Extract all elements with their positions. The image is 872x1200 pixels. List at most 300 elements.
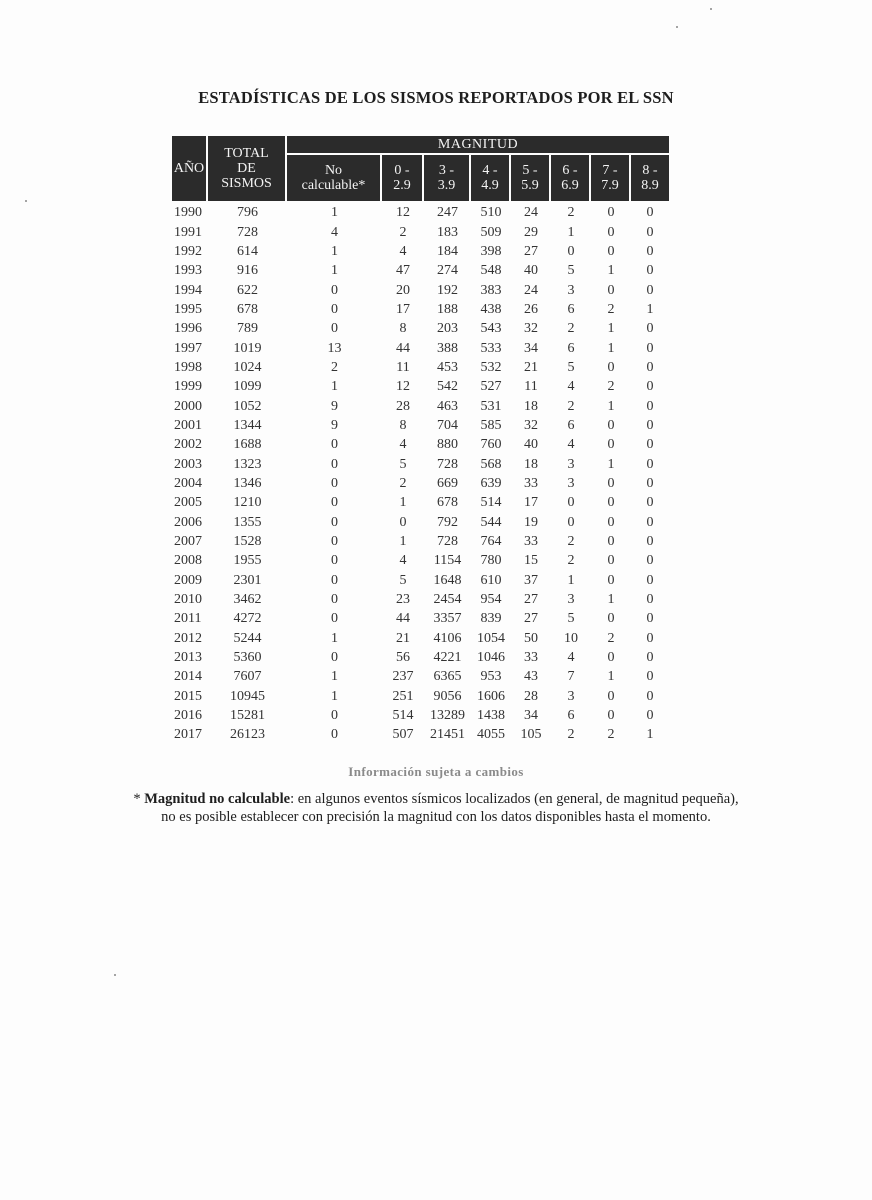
cell-mag-5-5-9: 18: [524, 398, 538, 414]
cell-total: 1346: [233, 475, 262, 491]
cell-mag-7-7-9: 1: [607, 398, 615, 414]
cell-total: 1528: [233, 534, 262, 550]
cell-mag-3-3-9: 13289: [430, 708, 465, 724]
cell-mag-3-3-9: 2454: [433, 592, 462, 608]
table-row: [172, 280, 669, 299]
cell-total: 5244: [233, 630, 262, 646]
cell-no-calculable: 0: [331, 514, 338, 530]
cell-mag-3-3-9: 184: [437, 243, 458, 259]
cell-mag-7-7-9: 0: [607, 534, 615, 550]
cell-total: 1355: [233, 514, 262, 530]
cell-mag-0-2-9: 12: [396, 205, 410, 221]
header-range-from: 3 -: [438, 163, 455, 178]
cell-mag-3-3-9: 704: [437, 417, 458, 433]
cell-year: 2004: [174, 475, 202, 491]
cell-mag-0-2-9: 237: [392, 669, 414, 685]
header-total-line: TOTAL: [224, 146, 269, 161]
cell-mag-5-5-9: 15: [524, 553, 538, 569]
cell-year: 2013: [174, 650, 202, 666]
cell-mag-4-4-9: 532: [480, 359, 502, 375]
cell-mag-5-5-9: 11: [524, 379, 538, 395]
cell-mag-7-7-9: 0: [607, 243, 615, 259]
cell-mag-6-6-9: 3: [567, 282, 575, 298]
earthquake-stats-table: [172, 136, 669, 745]
cell-mag-5-5-9: 50: [524, 630, 538, 646]
cell-mag-5-5-9: 33: [524, 534, 538, 550]
cell-mag-0-2-9: 5: [399, 572, 407, 588]
cell-total: 15281: [230, 708, 265, 724]
cell-mag-5-5-9: 26: [524, 301, 538, 317]
cell-mag-7-7-9: 0: [607, 514, 615, 530]
cell-year: 2003: [174, 456, 202, 472]
cell-mag-7-7-9: 1: [607, 263, 615, 279]
cell-mag-5-5-9: 18: [524, 456, 538, 472]
cell-mag-4-4-9: 383: [480, 282, 502, 298]
header-total-line: DE: [237, 161, 256, 176]
cell-mag-0-2-9: 514: [392, 708, 414, 724]
cell-mag-0-2-9: 44: [396, 611, 410, 627]
cell-mag-0-2-9: 56: [396, 650, 410, 666]
cell-mag-5-5-9: 24: [524, 205, 538, 221]
cell-mag-3-3-9: 203: [437, 321, 458, 337]
cell-mag-7-7-9: 0: [607, 572, 615, 588]
table-row: [172, 725, 669, 744]
cell-mag-4-4-9: 533: [480, 340, 502, 356]
table-row: [172, 242, 669, 261]
cell-mag-4-4-9: 531: [480, 398, 502, 414]
table-row: [172, 493, 669, 512]
cell-no-calculable: 1: [331, 205, 338, 221]
cell-mag-7-7-9: 0: [607, 224, 615, 240]
header-total-line: SISMOS: [221, 176, 272, 191]
table-row: [172, 571, 669, 590]
cell-mag-3-3-9: 728: [437, 456, 458, 472]
cell-mag-5-5-9: 29: [524, 224, 538, 240]
cell-mag-8-8-9: 0: [646, 224, 654, 240]
cell-mag-8-8-9: 0: [646, 398, 654, 414]
cell-no-calculable: 0: [331, 437, 338, 453]
cell-no-calculable: 0: [331, 301, 338, 317]
cell-mag-7-7-9: 1: [607, 592, 615, 608]
cell-mag-4-4-9: 1046: [477, 650, 505, 666]
header-range-7: [591, 155, 631, 203]
table-row: [172, 377, 669, 396]
table-row: [172, 203, 669, 222]
cell-total: 614: [237, 243, 258, 259]
cell-mag-8-8-9: 0: [646, 456, 654, 472]
cell-mag-3-3-9: 4221: [433, 650, 462, 666]
cell-no-calculable: 0: [331, 572, 338, 588]
cell-total: 2301: [233, 572, 262, 588]
info-note: Información sujeta a cambios: [348, 764, 524, 779]
cell-mag-4-4-9: 1606: [477, 688, 505, 704]
cell-mag-8-8-9: 0: [646, 611, 654, 627]
cell-mag-6-6-9: 2: [567, 534, 575, 550]
cell-mag-5-5-9: 17: [524, 495, 538, 511]
cell-mag-8-8-9: 0: [646, 321, 654, 337]
table-row: [172, 609, 669, 628]
header-range-from: 4 -: [482, 163, 498, 178]
cell-mag-8-8-9: 0: [646, 669, 654, 685]
cell-mag-4-4-9: 527: [480, 379, 502, 395]
header-range-0: [382, 155, 424, 203]
cell-mag-0-2-9: 11: [396, 359, 410, 375]
cell-mag-8-8-9: 0: [646, 282, 654, 298]
header-range-to: 6.9: [561, 178, 579, 193]
cell-no-calculable: 0: [331, 727, 338, 743]
cell-mag-7-7-9: 2: [607, 301, 615, 317]
cell-mag-6-6-9: 2: [567, 205, 575, 221]
cell-mag-7-7-9: 0: [607, 688, 615, 704]
page-title: ESTADÍSTICAS DE LOS SISMOS REPORTADOS POR EL SSN: [198, 88, 674, 107]
cell-mag-6-6-9: 5: [567, 611, 575, 627]
cell-total: 678: [237, 301, 258, 317]
cell-mag-3-3-9: 9056: [433, 688, 462, 704]
cell-mag-3-3-9: 388: [437, 340, 458, 356]
cell-mag-0-2-9: 0: [399, 514, 407, 530]
cell-mag-4-4-9: 610: [480, 572, 502, 588]
cell-mag-6-6-9: 6: [567, 708, 575, 724]
cell-mag-8-8-9: 0: [646, 708, 654, 724]
cell-mag-4-4-9: 398: [480, 243, 502, 259]
cell-mag-6-6-9: 0: [567, 243, 575, 259]
header-range-to: 3.9: [437, 178, 456, 193]
cell-mag-6-6-9: 4: [567, 379, 575, 395]
cell-year: 2011: [174, 611, 202, 627]
cell-total: 1955: [233, 553, 262, 569]
cell-no-calculable: 0: [331, 534, 338, 550]
table-row: [172, 667, 669, 686]
cell-mag-7-7-9: 2: [607, 630, 615, 646]
cell-mag-7-7-9: 0: [607, 417, 615, 433]
footnote-line-2: no es posible establecer con precisión la magnitud con los datos disponibles hasta el momento.: [161, 809, 711, 825]
cell-mag-8-8-9: 0: [646, 437, 654, 453]
header-no-calculable: [287, 155, 382, 203]
cell-mag-6-6-9: 2: [567, 727, 575, 743]
cell-mag-8-8-9: 0: [646, 630, 654, 646]
cell-no-calculable: 1: [331, 669, 338, 685]
cell-mag-7-7-9: 2: [607, 727, 615, 743]
cell-year: 1998: [174, 359, 202, 375]
cell-mag-0-2-9: 4: [399, 243, 407, 259]
cell-total: 5360: [233, 650, 262, 666]
cell-year: 2017: [174, 727, 202, 743]
cell-mag-0-2-9: 4: [399, 553, 407, 569]
cell-mag-6-6-9: 5: [567, 359, 575, 375]
cell-mag-7-7-9: 0: [607, 708, 615, 724]
cell-mag-0-2-9: 1: [399, 495, 407, 511]
cell-mag-6-6-9: 0: [567, 514, 575, 530]
scan-speck: [25, 200, 27, 202]
cell-mag-7-7-9: 0: [607, 495, 615, 511]
cell-mag-5-5-9: 33: [524, 650, 538, 666]
cell-mag-4-4-9: 544: [480, 514, 502, 530]
cell-mag-8-8-9: 0: [646, 263, 654, 279]
cell-mag-5-5-9: 34: [524, 340, 538, 356]
cell-mag-8-8-9: 0: [646, 495, 654, 511]
cell-mag-4-4-9: 568: [480, 456, 502, 472]
cell-total: 1019: [233, 340, 262, 356]
cell-mag-7-7-9: 1: [607, 669, 615, 685]
cell-total: 1052: [233, 398, 262, 414]
table-body: [172, 203, 669, 745]
header-range-6: [551, 155, 591, 203]
cell-year: 1994: [174, 282, 202, 298]
cell-mag-7-7-9: 2: [607, 379, 615, 395]
cell-year: 2009: [174, 572, 202, 588]
cell-no-calculable: 1: [331, 379, 338, 395]
cell-year: 1993: [174, 263, 202, 279]
cell-mag-3-3-9: 274: [437, 263, 458, 279]
table-row: [172, 454, 669, 473]
cell-mag-6-6-9: 3: [567, 688, 575, 704]
cell-mag-0-2-9: 47: [396, 263, 410, 279]
header-range-4: [471, 155, 511, 203]
cell-year: 2000: [174, 398, 202, 414]
cell-mag-3-3-9: 6365: [433, 669, 462, 685]
cell-mag-4-4-9: 510: [480, 205, 502, 221]
header-range-from: 7 -: [602, 163, 618, 178]
cell-mag-7-7-9: 0: [607, 282, 615, 298]
cell-mag-0-2-9: 8: [399, 321, 407, 337]
cell-no-calculable: 1: [331, 263, 338, 279]
cell-mag-4-4-9: 1054: [477, 630, 505, 646]
cell-mag-7-7-9: 1: [607, 321, 615, 337]
header-range-to: 4.9: [481, 178, 499, 193]
cell-year: 1995: [174, 301, 202, 317]
cell-mag-7-7-9: 0: [607, 611, 615, 627]
header-range-5: [511, 155, 551, 203]
cell-no-calculable: 0: [331, 456, 338, 472]
footnote-line-1: [0, 790, 872, 808]
cell-mag-4-4-9: 585: [480, 417, 502, 433]
cell-mag-7-7-9: 0: [607, 475, 615, 491]
cell-year: 2014: [174, 669, 202, 685]
cell-mag-5-5-9: 40: [524, 263, 538, 279]
cell-mag-3-3-9: 728: [437, 534, 458, 550]
cell-mag-5-5-9: 32: [524, 321, 538, 337]
cell-mag-0-2-9: 2: [399, 475, 407, 491]
cell-mag-4-4-9: 839: [480, 611, 502, 627]
cell-mag-3-3-9: 1648: [433, 572, 462, 588]
cell-mag-5-5-9: 33: [524, 475, 538, 491]
table-row: [172, 551, 669, 570]
cell-year: 1990: [174, 205, 202, 221]
cell-mag-7-7-9: 0: [607, 205, 615, 221]
cell-mag-3-3-9: 3357: [433, 611, 462, 627]
cell-total: 1210: [233, 495, 262, 511]
cell-mag-8-8-9: 0: [646, 553, 654, 569]
cell-mag-0-2-9: 251: [392, 688, 414, 704]
footnote-marker: *: [133, 791, 145, 807]
header-range-3: [424, 155, 471, 203]
table-row: [172, 300, 669, 319]
scan-speck: [114, 974, 116, 976]
cell-mag-0-2-9: 23: [396, 592, 410, 608]
cell-mag-4-4-9: 760: [480, 437, 502, 453]
cell-mag-8-8-9: 0: [646, 359, 654, 375]
cell-mag-4-4-9: 954: [480, 592, 502, 608]
cell-mag-8-8-9: 0: [646, 243, 654, 259]
cell-mag-6-6-9: 3: [567, 475, 575, 491]
cell-mag-4-4-9: 4055: [477, 727, 505, 743]
table-row: [172, 435, 669, 454]
cell-total: 7607: [233, 669, 262, 685]
cell-no-calculable: 0: [331, 650, 338, 666]
footnote: [0, 790, 872, 826]
cell-mag-3-3-9: 1154: [433, 553, 462, 569]
cell-total: 1099: [233, 379, 262, 395]
cell-mag-6-6-9: 1: [567, 572, 575, 588]
header-range-from: 8 -: [642, 163, 658, 178]
cell-mag-5-5-9: 27: [524, 611, 538, 627]
cell-mag-5-5-9: 28: [524, 688, 538, 704]
cell-mag-6-6-9: 1: [567, 224, 575, 240]
header-range-to: 7.9: [601, 178, 619, 193]
cell-year: 1999: [174, 379, 202, 395]
cell-mag-7-7-9: 1: [607, 456, 615, 472]
cell-mag-5-5-9: 27: [524, 243, 538, 259]
cell-mag-4-4-9: 543: [480, 321, 502, 337]
cell-total: 1344: [233, 417, 262, 433]
cell-mag-5-5-9: 40: [524, 437, 538, 453]
cell-mag-8-8-9: 0: [646, 205, 654, 221]
cell-mag-4-4-9: 953: [480, 669, 502, 685]
cell-no-calculable: 2: [331, 359, 338, 375]
cell-mag-4-4-9: 764: [480, 534, 502, 550]
header-range-8: [631, 155, 669, 203]
cell-year: 2007: [174, 534, 202, 550]
cell-mag-3-3-9: 188: [437, 301, 458, 317]
cell-mag-5-5-9: 105: [520, 727, 542, 743]
cell-mag-3-3-9: 463: [437, 398, 458, 414]
header-no-calculable-line: calculable*: [301, 178, 366, 193]
header-range-to: 2.9: [393, 178, 411, 193]
cell-year: 2010: [174, 592, 202, 608]
cell-year: 2016: [174, 708, 202, 724]
cell-mag-0-2-9: 17: [396, 301, 410, 317]
cell-year: 1992: [174, 243, 202, 259]
header-total: [208, 136, 287, 203]
cell-mag-4-4-9: 548: [480, 263, 502, 279]
cell-mag-8-8-9: 0: [646, 650, 654, 666]
cell-year: 2012: [174, 630, 202, 646]
cell-mag-8-8-9: 0: [646, 534, 654, 550]
cell-mag-6-6-9: 7: [567, 669, 575, 685]
cell-total: 3462: [233, 592, 262, 608]
cell-total: 916: [237, 263, 258, 279]
cell-no-calculable: 0: [331, 708, 338, 724]
header-range-from: 6 -: [562, 163, 578, 178]
cell-mag-3-3-9: 880: [437, 437, 458, 453]
cell-mag-4-4-9: 509: [480, 224, 502, 240]
cell-total: 26123: [230, 727, 265, 743]
cell-mag-0-2-9: 5: [399, 456, 407, 472]
cell-mag-7-7-9: 0: [607, 437, 615, 453]
cell-mag-3-3-9: 192: [437, 282, 458, 298]
cell-mag-5-5-9: 43: [524, 669, 538, 685]
cell-year: 1996: [174, 321, 202, 337]
cell-total: 1688: [233, 437, 262, 453]
cell-mag-8-8-9: 0: [646, 688, 654, 704]
cell-mag-3-3-9: 183: [437, 224, 458, 240]
table-row: [172, 532, 669, 551]
cell-mag-4-4-9: 639: [480, 475, 502, 491]
header-magnitude-group: MAGNITUD: [287, 136, 669, 155]
cell-mag-8-8-9: 0: [646, 592, 654, 608]
table-row: [172, 590, 669, 609]
cell-mag-8-8-9: 0: [646, 514, 654, 530]
table-row: [172, 629, 669, 648]
cell-mag-4-4-9: 514: [480, 495, 502, 511]
cell-no-calculable: 4: [331, 224, 338, 240]
cell-mag-6-6-9: 6: [567, 340, 575, 356]
cell-year: 2005: [174, 495, 202, 511]
cell-mag-6-6-9: 2: [567, 398, 575, 414]
cell-mag-0-2-9: 2: [399, 224, 407, 240]
cell-mag-0-2-9: 44: [396, 340, 410, 356]
cell-no-calculable: 1: [331, 630, 338, 646]
cell-mag-7-7-9: 0: [607, 553, 615, 569]
cell-no-calculable: 0: [331, 282, 338, 298]
cell-mag-6-6-9: 10: [564, 630, 578, 646]
header-range-to: 8.9: [641, 178, 659, 193]
cell-mag-6-6-9: 0: [567, 495, 575, 511]
cell-no-calculable: 0: [331, 475, 338, 491]
cell-mag-8-8-9: 0: [646, 379, 654, 395]
cell-mag-8-8-9: 0: [646, 475, 654, 491]
table-row: [172, 222, 669, 241]
cell-mag-8-8-9: 0: [646, 340, 654, 356]
cell-mag-6-6-9: 4: [567, 650, 575, 666]
footnote-term: Magnitud no calculable: [144, 791, 291, 807]
cell-total: 622: [237, 282, 258, 298]
cell-mag-5-5-9: 24: [524, 282, 538, 298]
cell-mag-3-3-9: 678: [437, 495, 458, 511]
cell-no-calculable: 0: [331, 592, 338, 608]
scan-speck: [710, 8, 712, 10]
cell-year: 2015: [174, 688, 202, 704]
table-row: [172, 706, 669, 725]
cell-total: 728: [237, 224, 258, 240]
cell-mag-0-2-9: 8: [399, 417, 407, 433]
cell-total: 1323: [233, 456, 262, 472]
cell-mag-6-6-9: 3: [567, 456, 575, 472]
cell-mag-0-2-9: 1: [399, 534, 407, 550]
cell-total: 4272: [233, 611, 262, 627]
cell-year: 2001: [174, 417, 202, 433]
cell-year: 1991: [174, 224, 202, 240]
table-row: [172, 319, 669, 338]
header-range-from: 5 -: [522, 163, 538, 178]
cell-mag-5-5-9: 34: [524, 708, 538, 724]
cell-total: 1024: [233, 359, 262, 375]
cell-mag-3-3-9: 792: [437, 514, 458, 530]
cell-mag-3-3-9: 21451: [430, 727, 465, 743]
cell-mag-8-8-9: 0: [646, 572, 654, 588]
table-row: [172, 358, 669, 377]
footnote-text-1: : en algunos eventos sísmicos localizados (en general, de magnitud pequeña),: [290, 791, 739, 807]
cell-mag-3-3-9: 453: [437, 359, 458, 375]
cell-total: 796: [237, 205, 258, 221]
table-row: [172, 416, 669, 435]
cell-mag-3-3-9: 4106: [433, 630, 462, 646]
table-row: [172, 648, 669, 667]
cell-no-calculable: 1: [331, 688, 338, 704]
cell-mag-3-3-9: 542: [437, 379, 458, 395]
cell-mag-6-6-9: 4: [567, 437, 575, 453]
cell-mag-5-5-9: 27: [524, 592, 538, 608]
